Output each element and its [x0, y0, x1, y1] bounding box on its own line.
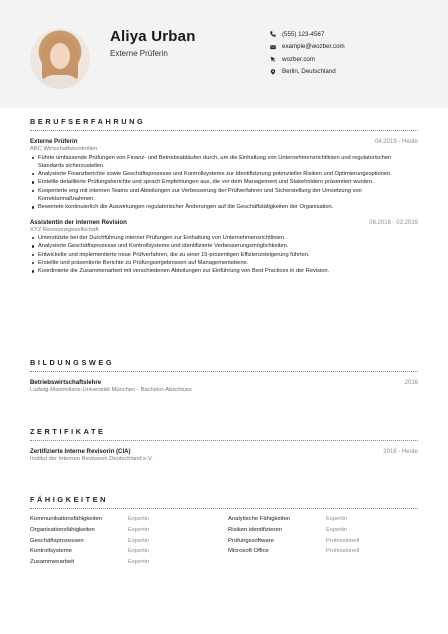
job-title: Assistentin der internen Revision — [30, 218, 127, 226]
contact-phone[interactable] — [268, 28, 438, 41]
bullet-item: Entwickelte und implementierte neue Prüfverfahren, die zu einer 15-prozentigen Effizienzsteigerung führten. — [30, 251, 418, 259]
skill-level: Professionell — [326, 548, 360, 555]
job-bullets — [30, 154, 418, 212]
skill-level: Expertin — [128, 548, 150, 555]
phone-icon — [268, 31, 277, 37]
job-date: 06.2016 - 03.2019 — [369, 219, 418, 226]
contact-list — [268, 28, 438, 78]
contact-phone-text: (555) 123-4567 — [282, 30, 325, 38]
contact-email[interactable] — [268, 41, 438, 54]
bullet-item: Bewertete kontinuierlich die Auswirkungen regulatorischer Änderungen auf die Geschäftstätigkeiten der Organisation. — [30, 203, 418, 211]
experience-section — [30, 117, 418, 276]
contact-email-text: example@wozber.com — [282, 43, 345, 51]
certificate-date: 2018 - Heute — [383, 449, 418, 455]
education-entry — [30, 379, 418, 393]
skill-level: Expertin — [326, 526, 348, 533]
contact-location-text: Berlin, Deutschland — [282, 68, 336, 76]
job-company: XYZ Revisionsgesellschaft — [30, 226, 99, 233]
education-section — [30, 358, 418, 393]
skill-level: Expertin — [128, 526, 150, 533]
skill-name: Kommunikationsfähigkeiten — [30, 516, 103, 522]
certificate-entry — [30, 448, 418, 462]
degree-school: Ludwig-Maximilians-Universität München - Bachelor-Abschluss — [30, 387, 192, 393]
certificate-title: Zertifizierte Interne Revisorin (CIA) — [30, 448, 131, 455]
section-divider — [30, 371, 418, 372]
email-icon — [268, 44, 277, 50]
location-icon — [268, 69, 277, 75]
education-heading: BILDUNGSWEG — [30, 358, 115, 367]
bullet-item: Kooperierte eng mit internen Teams und Abteilungen zur Verbesserung der Prüfverfahren und Sicherstellung der Umsetzung von Korrekturmaßnahmen. — [30, 187, 418, 204]
bullet-item: Unterstützte bei der Durchführung interner Prüfungen zur Einhaltung von Unternehmensrichtlinien. — [30, 234, 418, 242]
link-icon — [268, 56, 277, 62]
job-entry — [30, 219, 418, 276]
candidate-title: Externe Prüferin — [110, 49, 168, 58]
skill-name: Prüfungssoftware — [228, 537, 274, 544]
candidate-name: Aliya Urban — [110, 28, 196, 45]
skill-level: Expertin — [128, 537, 150, 544]
profile-photo — [30, 29, 90, 89]
section-divider — [30, 440, 418, 441]
job-bullets — [30, 234, 418, 275]
degree-title: Betriebswirtschaftslehre — [30, 379, 102, 386]
skills-grid — [30, 516, 418, 565]
job-entry — [30, 138, 418, 212]
bullet-item: Erstellte und präsentierte Berichte zu Prüfungsergebnissen auf Managementebene. — [30, 259, 418, 267]
bullet-item: Analysierte Geschäftsprozesse und Kontrollsysteme und identifizierte Verbesserungsmöglichkeiten. — [30, 242, 418, 250]
job-title: Externe Prüferin — [30, 138, 78, 145]
section-divider — [30, 130, 418, 131]
skill-level: Expertin — [128, 559, 150, 566]
job-company: ABC Wirtschaftskontrollen — [30, 146, 98, 152]
bullet-item: Koordinierte die Zusammenarbeit mit verschiedenen Abteilungen zur Einführung von Best Practices in der Revision. — [30, 267, 418, 275]
skill-name: Risiken identifizieren — [228, 526, 283, 533]
bullet-item: Erstellte detaillierte Prüfungsberichte und sprach Empfehlungen aus, die vor dem Management und Stakeholdern präsentiert wurden. — [30, 178, 418, 186]
bullet-item: Führte umfassende Prüfungen von Finanz- und Betriebsabläufen durch, um die Einhaltung von Unternehmensrichtlinien und regulatorischen Standards sicherzustellen. — [30, 154, 418, 171]
skill-name: Microsoft Office — [228, 548, 269, 555]
contact-website-text: wozber.com — [282, 55, 316, 63]
skills-heading: FÄHIGKEITEN — [30, 495, 109, 504]
skill-name: Zusammenarbeit — [30, 559, 75, 566]
skill-name: Organisationsfähigkeiten — [30, 526, 95, 533]
resume-header — [0, 0, 448, 108]
job-date: 04.2019 - Heute — [374, 139, 418, 145]
skill-name: Analytische Fähigkeiten — [228, 516, 291, 522]
contact-location — [268, 66, 438, 79]
skill-level: Expertin — [128, 516, 150, 522]
skill-level: Expertin — [326, 516, 348, 522]
section-divider — [30, 508, 418, 509]
certificates-heading: ZERTIFIKATE — [30, 427, 106, 436]
skill-name: Geschäftsprozessen — [30, 537, 84, 544]
certificates-section — [30, 427, 418, 462]
certificate-issuer: Institut der Internen Revisoren Deutschland e.V. — [30, 456, 153, 462]
bullet-item: Analysierte Finanzberichte sowie Geschäftsprozesse und Kontrollsysteme zur Identifizierung potenzieller Risiken und Optimierungsoptionen. — [30, 170, 418, 178]
contact-website[interactable] — [268, 53, 438, 66]
skill-level: Professionell — [326, 537, 360, 544]
skill-name: Kontrollsysteme — [30, 548, 72, 555]
experience-heading: BERUFSERFAHRUNG — [30, 117, 146, 126]
degree-date: 2016 — [404, 380, 418, 386]
skills-section — [30, 495, 418, 565]
